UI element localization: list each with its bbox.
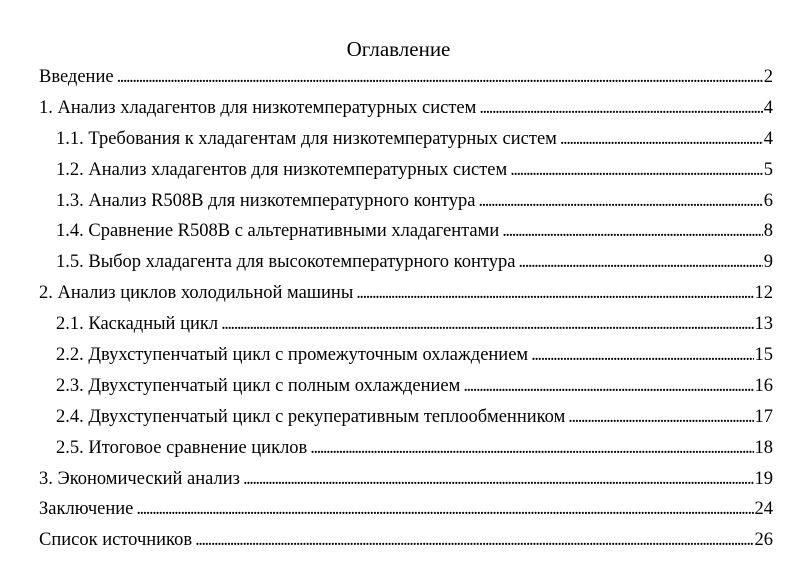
toc-dot-leader — [478, 186, 762, 217]
toc-title: Оглавление — [346, 37, 451, 61]
toc-dot-leader — [195, 525, 753, 556]
toc-subentry[interactable] — [39, 433, 773, 464]
toc-subentry[interactable] — [39, 309, 773, 340]
toc-entry[interactable] — [39, 525, 773, 556]
toc-entry-label: 1.5. Выбор хладагента для высокотемпературного контура — [56, 252, 516, 273]
toc-dot-leader — [568, 402, 753, 433]
toc-dot-leader — [479, 93, 762, 124]
toc-entry-label: 2.2. Двухступенчатый цикл с промежуточным охлаждением — [56, 345, 529, 366]
toc-dot-leader — [117, 62, 763, 93]
toc-subentry[interactable] — [39, 186, 773, 217]
toc-entry-page: 17 — [754, 406, 773, 427]
toc-entry-label: Заключение — [39, 499, 134, 520]
toc-entry-label: 2.4. Двухступенчатый цикл с рекуперативным теплообменником — [56, 406, 566, 427]
toc-subentry[interactable] — [39, 371, 773, 402]
toc-entry-page: 9 — [763, 252, 773, 273]
toc-dot-leader — [560, 124, 763, 155]
toc-entry[interactable] — [39, 494, 773, 525]
toc-entry-page: 6 — [763, 190, 773, 211]
toc-entry-page: 8 — [763, 221, 773, 242]
toc-subentry[interactable] — [39, 155, 773, 186]
toc-entry[interactable] — [39, 464, 773, 495]
toc-entry-label: 1.1. Требования к хладагентам для низкотемпературных систем — [56, 128, 557, 149]
toc-entry-label: Введение — [39, 67, 114, 87]
toc-entry-page: 19 — [754, 468, 773, 489]
toc-entry[interactable] — [39, 93, 773, 124]
toc-entry-page: 4 — [763, 128, 773, 149]
toc-dot-leader — [136, 494, 753, 525]
toc-dot-leader — [502, 216, 762, 247]
toc-subentry[interactable] — [39, 124, 773, 155]
toc-entry-page: 24 — [754, 499, 773, 520]
toc-entry-page: 5 — [763, 159, 773, 180]
toc-entry-label: 1. Анализ хладагентов для низкотемпературных систем — [39, 97, 477, 118]
toc-list — [39, 62, 773, 556]
toc-entry-page: 15 — [754, 345, 773, 366]
toc-entry-page: 4 — [763, 97, 773, 118]
toc-entry-label: 1.3. Анализ R508B для низкотемпературного контура — [56, 190, 476, 211]
toc-dot-leader — [221, 309, 753, 340]
toc-entry-page: 16 — [754, 375, 773, 396]
toc-entry-page: 13 — [754, 314, 773, 335]
toc-subentry[interactable] — [39, 402, 773, 433]
toc-subentry[interactable] — [39, 247, 773, 278]
toc-dot-leader — [310, 433, 753, 464]
toc-entry-label: 2.3. Двухступенчатый цикл с полным охлаждением — [56, 375, 461, 396]
toc-entry-label: 2. Анализ циклов холодильной машины — [39, 283, 354, 304]
toc-subentry[interactable] — [39, 216, 773, 247]
toc-entry-label: 1.4. Сравнение R508B с альтернативными хладагентами — [56, 221, 500, 242]
toc-entry-label: Список источников — [39, 530, 193, 551]
toc-dot-leader — [356, 278, 753, 309]
toc-dot-leader — [243, 464, 754, 495]
toc-entry-label: 3. Экономический анализ — [39, 468, 240, 489]
toc-entry[interactable] — [39, 278, 773, 309]
toc-entry-page: 12 — [754, 283, 773, 304]
toc-entry-label: 2.1. Каскадный цикл — [56, 314, 219, 335]
toc-entry-label: 2.5. Итоговое сравнение циклов — [56, 437, 308, 458]
toc-entry-label: 1.2. Анализ хладагентов для низкотемпературных систем — [56, 159, 508, 180]
toc-entry-page: 18 — [754, 437, 773, 458]
toc-dot-leader — [510, 155, 763, 186]
toc-subentry[interactable] — [39, 340, 773, 371]
toc-dot-leader — [518, 247, 762, 278]
toc-dot-leader — [463, 371, 753, 402]
toc-dot-leader — [531, 340, 753, 371]
toc-entry-page: 2 — [763, 67, 773, 87]
toc-entry-page: 26 — [754, 530, 773, 551]
toc-entry[interactable] — [39, 62, 773, 93]
